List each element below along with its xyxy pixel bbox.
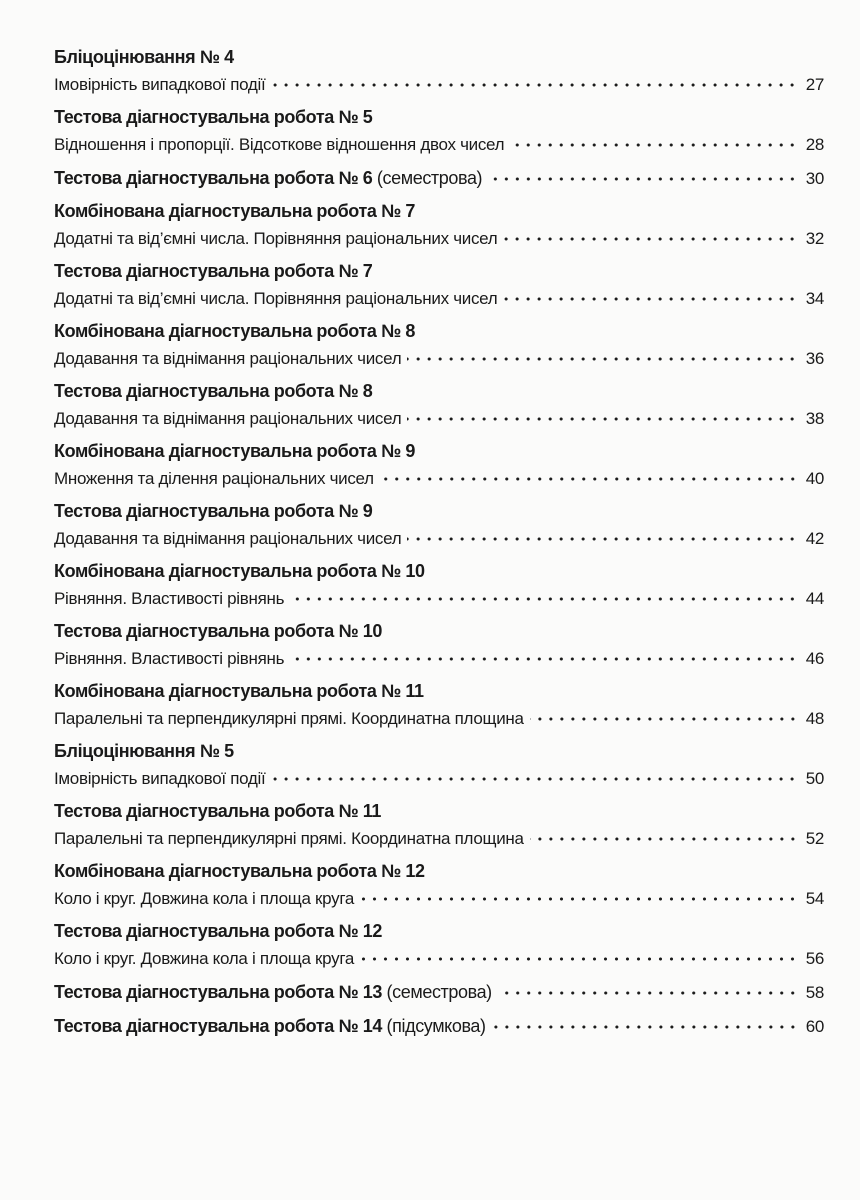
page-number: 32: [805, 229, 824, 248]
toc-entry[interactable]: [54, 678, 824, 733]
toc-entry-line: [54, 284, 824, 313]
toc-entry-subtitle: Коло і круг. Довжина кола і площа круга: [54, 949, 355, 968]
toc-entry[interactable]: [54, 318, 824, 373]
page-number: 36: [805, 349, 824, 368]
page-number: 34: [805, 289, 824, 308]
toc-entry-heading: Тестова діагностувальна робота № 11: [54, 801, 381, 821]
toc-entry-line: [54, 70, 824, 99]
toc-entry-subtitle: Додавання та віднімання раціональних чисел: [54, 409, 402, 428]
toc-entry-subtitle: Додавання та віднімання раціональних чисел: [54, 349, 402, 368]
toc-entry-heading: Комбінована діагностувальна робота № 11: [54, 681, 424, 701]
toc-entry[interactable]: [54, 978, 824, 1007]
toc-entry-line: [54, 584, 824, 613]
page-number: 40: [805, 469, 824, 488]
toc-entry[interactable]: [54, 918, 824, 973]
toc-entry[interactable]: [54, 798, 824, 853]
toc-entry-heading: Тестова діагностувальна робота № 13: [54, 982, 382, 1002]
toc-entry-subtitle: Рівняння. Властивості рівнянь: [54, 589, 285, 608]
toc-entry[interactable]: [54, 198, 824, 253]
toc-entry-line: [54, 344, 824, 373]
toc-entry-heading: Комбінована діагностувальна робота № 9: [54, 441, 415, 461]
toc-entry-heading: Тестова діагностувальна робота № 8: [54, 381, 373, 401]
page-number: 52: [805, 829, 824, 848]
toc-entry-subtitle: Додавання та віднімання раціональних чисел: [54, 529, 402, 548]
toc-entry[interactable]: [54, 618, 824, 673]
page-number: 48: [805, 709, 824, 728]
toc-entry-line: [54, 944, 824, 973]
dot-leader: [530, 837, 798, 841]
page-number: 50: [805, 769, 824, 788]
dot-leader: [407, 417, 798, 421]
page-number: 42: [805, 529, 824, 548]
toc-entry[interactable]: [54, 1012, 824, 1041]
toc-entry[interactable]: [54, 378, 824, 433]
toc-entry-line: [54, 164, 824, 193]
toc-entry[interactable]: [54, 858, 824, 913]
toc-entry-line: [54, 644, 824, 673]
dot-leader: [503, 237, 798, 241]
toc-entry-line: [54, 764, 824, 793]
toc-entry-subtitle: Додатні та від’ємні числа. Порівняння раціональних чисел: [54, 289, 498, 308]
dot-leader: [271, 777, 798, 781]
toc-entry[interactable]: [54, 438, 824, 493]
page-number: 58: [805, 983, 824, 1002]
toc-entry-subtitle: Імовірність випадкової події: [54, 769, 266, 788]
toc-entry-line: [54, 224, 824, 253]
toc-entry-heading: Тестова діагностувальна робота № 6: [54, 168, 373, 188]
toc-entry[interactable]: [54, 164, 824, 193]
page-number: 56: [805, 949, 824, 968]
page-number: 30: [805, 169, 824, 188]
toc-entry-subtitle: Паралельні та перпендикулярні прямі. Координатна площина: [54, 709, 524, 728]
dot-leader: [271, 83, 798, 87]
dot-leader: [407, 357, 798, 361]
page-number: 54: [805, 889, 824, 908]
toc-entry-heading: Тестова діагностувальна робота № 5: [54, 107, 373, 127]
dot-leader: [290, 657, 798, 661]
toc-entry-heading: Бліцоцінювання № 4: [54, 47, 234, 67]
toc-entry-subtitle: Додатні та від’ємні числа. Порівняння раціональних чисел: [54, 229, 498, 248]
toc-entry-subtitle: Рівняння. Властивості рівнянь: [54, 649, 285, 668]
toc-entry-heading: Бліцоцінювання № 5: [54, 741, 234, 761]
toc-entry-suffix: (підсумкова): [381, 1016, 486, 1036]
toc-entry[interactable]: [54, 498, 824, 553]
toc-entry[interactable]: [54, 558, 824, 613]
toc-entry-heading: Тестова діагностувальна робота № 12: [54, 921, 382, 941]
toc-entry-heading: Комбінована діагностувальна робота № 7: [54, 201, 415, 221]
toc-entry-line: [54, 704, 824, 733]
toc-entry-line: [54, 884, 824, 913]
toc-entry-line: [54, 524, 824, 553]
toc-entry-subtitle: Відношення і пропорції. Відсоткове відношення двох чисел: [54, 135, 505, 154]
toc-entry-line: [54, 824, 824, 853]
page-number: 38: [805, 409, 824, 428]
toc-entry-subtitle: Паралельні та перпендикулярні прямі. Координатна площина: [54, 829, 524, 848]
dot-leader: [290, 597, 798, 601]
toc-entry[interactable]: [54, 738, 824, 793]
dot-leader: [530, 717, 798, 721]
toc-entry[interactable]: [54, 258, 824, 313]
toc-entry-line: [54, 404, 824, 433]
toc-entry-title: [54, 1012, 486, 1041]
dot-leader: [488, 177, 798, 181]
toc-entry-title: [54, 164, 482, 193]
toc-entry-subtitle: Множення та ділення раціональних чисел: [54, 469, 374, 488]
toc-entry-heading: Комбінована діагностувальна робота № 10: [54, 561, 425, 581]
toc-entry-line: [54, 464, 824, 493]
toc-entry[interactable]: [54, 104, 824, 159]
page-number: 46: [805, 649, 824, 668]
dot-leader: [360, 957, 798, 961]
toc-entry-heading: Комбінована діагностувальна робота № 8: [54, 321, 415, 341]
dot-leader: [407, 537, 798, 541]
dot-leader: [380, 477, 798, 481]
toc-entry-heading: Тестова діагностувальна робота № 10: [54, 621, 382, 641]
page-number: 28: [805, 135, 824, 154]
toc-entry-suffix: (семестрова): [372, 168, 483, 188]
toc-entry-line: [54, 130, 824, 159]
dot-leader: [510, 143, 798, 147]
dot-leader: [498, 991, 798, 995]
toc-entry-line: [54, 978, 824, 1007]
toc-entry-subtitle: Імовірність випадкової події: [54, 75, 266, 94]
page-number: 27: [805, 75, 824, 94]
toc-entry-line: [54, 1012, 824, 1041]
table-of-contents: [54, 44, 824, 1046]
dot-leader: [360, 897, 798, 901]
toc-entry-suffix: (семестрова): [381, 982, 492, 1002]
page-number: 44: [805, 589, 824, 608]
toc-entry-heading: Тестова діагностувальна робота № 14: [54, 1016, 382, 1036]
toc-entry-subtitle: Коло і круг. Довжина кола і площа круга: [54, 889, 355, 908]
page-number: 60: [805, 1017, 824, 1036]
toc-entry-heading: Тестова діагностувальна робота № 7: [54, 261, 373, 281]
dot-leader: [492, 1025, 798, 1029]
toc-entry-title: [54, 978, 492, 1007]
toc-entry-heading: Комбінована діагностувальна робота № 12: [54, 861, 425, 881]
toc-entry[interactable]: [54, 44, 824, 99]
toc-entry-heading: Тестова діагностувальна робота № 9: [54, 501, 373, 521]
dot-leader: [503, 297, 798, 301]
